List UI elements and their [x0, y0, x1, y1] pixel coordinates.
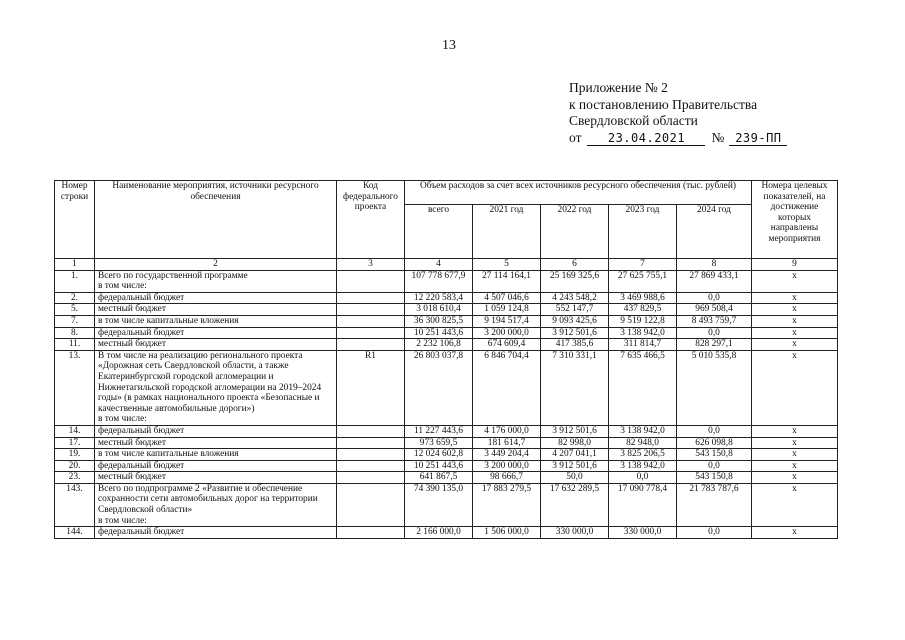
column-number: 4: [405, 259, 473, 271]
year-2021-cell: 1 059 124,8: [473, 304, 541, 316]
column-number: 3: [337, 259, 405, 271]
total-cell: 2 232 106,8: [405, 339, 473, 351]
code-cell: [337, 527, 405, 539]
appendix-block: [569, 80, 787, 146]
year-2021-cell: 181 614,7: [473, 437, 541, 449]
name-cell: В том числе на реализацию регионального проекта «Дорожная сеть Свердловской области, а также Екатеринбургской городской агломерации и Нижнетагильской городской агломерации на 2019–2024 годы» (в рамках национального проекта «Безопасные и качественные автомобильные дороги») в том числе:: [95, 350, 337, 425]
code-cell: [337, 315, 405, 327]
name-cell: местный бюджет: [95, 472, 337, 484]
column-number: 7: [609, 259, 677, 271]
year-2022-cell: 552 147,7: [541, 304, 609, 316]
row-number-cell: 17.: [55, 437, 95, 449]
table-row: [55, 327, 838, 339]
total-cell: 74 390 135,0: [405, 483, 473, 526]
total-cell: 11 227 443,6: [405, 425, 473, 437]
row-number-cell: 11.: [55, 339, 95, 351]
name-cell: федеральный бюджет: [95, 292, 337, 304]
total-cell: 973 659,5: [405, 437, 473, 449]
row-number-cell: 143.: [55, 483, 95, 526]
appendix-decree: к постановлению Правительства: [569, 96, 758, 112]
table-row: [55, 437, 838, 449]
target-cell: х: [752, 460, 838, 472]
year-2021-cell: 27 114 164,1: [473, 270, 541, 292]
name-cell: местный бюджет: [95, 437, 337, 449]
year-2023-cell: 3 825 206,5: [609, 449, 677, 461]
header-2021: 2021 год: [473, 205, 541, 259]
from-label: от: [569, 129, 582, 145]
table-row: [55, 292, 838, 304]
target-cell: х: [752, 270, 838, 292]
name-cell: в том числе капитальные вложения: [95, 315, 337, 327]
year-2024-cell: 0,0: [677, 527, 752, 539]
year-2023-cell: 27 625 755,1: [609, 270, 677, 292]
total-cell: 3 018 610,4: [405, 304, 473, 316]
row-number-cell: 1.: [55, 270, 95, 292]
target-cell: х: [752, 350, 838, 425]
column-numbers-row: [55, 259, 838, 271]
table-row: [55, 425, 838, 437]
year-2021-cell: 4 507 046,6: [473, 292, 541, 304]
year-2024-cell: 543 150,8: [677, 449, 752, 461]
target-cell: х: [752, 449, 838, 461]
year-2022-cell: 330 000,0: [541, 527, 609, 539]
row-number-cell: 19.: [55, 449, 95, 461]
total-cell: 641 867,5: [405, 472, 473, 484]
header-row-number: Номер строки: [55, 181, 95, 259]
year-2022-cell: 9 093 425,6: [541, 315, 609, 327]
year-2021-cell: 3 200 000,0: [473, 327, 541, 339]
row-number-cell: 23.: [55, 472, 95, 484]
year-2023-cell: 3 138 942,0: [609, 327, 677, 339]
code-cell: [337, 437, 405, 449]
target-cell: х: [752, 327, 838, 339]
code-cell: [337, 292, 405, 304]
name-cell: федеральный бюджет: [95, 460, 337, 472]
year-2024-cell: 21 783 787,6: [677, 483, 752, 526]
name-cell: местный бюджет: [95, 339, 337, 351]
table-row: [55, 339, 838, 351]
year-2024-cell: 0,0: [677, 292, 752, 304]
row-number-cell: 20.: [55, 460, 95, 472]
year-2021-cell: 17 883 279,5: [473, 483, 541, 526]
year-2023-cell: 311 814,7: [609, 339, 677, 351]
year-2022-cell: 4 207 041,1: [541, 449, 609, 461]
column-number: 1: [55, 259, 95, 271]
year-2024-cell: 0,0: [677, 460, 752, 472]
page-number: 13: [442, 38, 456, 53]
target-cell: х: [752, 315, 838, 327]
name-cell: местный бюджет: [95, 304, 337, 316]
code-cell: [337, 449, 405, 461]
decree-number: 239-ПП: [729, 131, 787, 146]
year-2021-cell: 6 846 704,4: [473, 350, 541, 425]
target-cell: х: [752, 292, 838, 304]
header-total: всего: [405, 205, 473, 259]
decree-date: 23.04.2021: [587, 131, 705, 146]
name-cell: федеральный бюджет: [95, 527, 337, 539]
year-2023-cell: 17 090 778,4: [609, 483, 677, 526]
code-cell: [337, 472, 405, 484]
total-cell: 12 220 583,4: [405, 292, 473, 304]
year-2022-cell: 3 912 501,6: [541, 425, 609, 437]
year-2024-cell: 27 869 433,1: [677, 270, 752, 292]
year-2024-cell: 0,0: [677, 327, 752, 339]
column-number: 9: [752, 259, 838, 271]
name-cell: федеральный бюджет: [95, 425, 337, 437]
column-number: 6: [541, 259, 609, 271]
table-row: [55, 304, 838, 316]
total-cell: 12 024 602,8: [405, 449, 473, 461]
year-2024-cell: 626 098,8: [677, 437, 752, 449]
target-cell: х: [752, 527, 838, 539]
code-cell: [337, 327, 405, 339]
name-cell: Всего по государственной программе в том числе:: [95, 270, 337, 292]
year-2022-cell: 4 243 548,2: [541, 292, 609, 304]
total-cell: 36 300 825,5: [405, 315, 473, 327]
row-number-cell: 7.: [55, 315, 95, 327]
header-name: Наименование мероприятия, источники ресурсного обеспечения: [95, 181, 337, 259]
code-cell: [337, 483, 405, 526]
year-2021-cell: 98 666,7: [473, 472, 541, 484]
header-targets: Номера целевых показателей, на достижение которых направлены мероприятия: [752, 181, 838, 259]
year-2024-cell: 5 010 535,8: [677, 350, 752, 425]
total-cell: 10 251 443,6: [405, 327, 473, 339]
code-cell: R1: [337, 350, 405, 425]
table-row: [55, 449, 838, 461]
table-row: [55, 315, 838, 327]
appendix-region: Свердловской области: [569, 113, 698, 128]
target-cell: х: [752, 437, 838, 449]
year-2024-cell: 543 150,8: [677, 472, 752, 484]
year-2023-cell: 3 138 942,0: [609, 425, 677, 437]
code-cell: [337, 339, 405, 351]
year-2023-cell: 3 469 988,6: [609, 292, 677, 304]
total-cell: 26 803 037,8: [405, 350, 473, 425]
year-2024-cell: 0,0: [677, 425, 752, 437]
code-cell: [337, 460, 405, 472]
target-cell: х: [752, 304, 838, 316]
target-cell: х: [752, 483, 838, 526]
header-volume: Объем расходов за счет всех источников ресурсного обеспечения (тыс. рублей): [405, 181, 752, 205]
column-number: 8: [677, 259, 752, 271]
column-number: 2: [95, 259, 337, 271]
year-2022-cell: 50,0: [541, 472, 609, 484]
year-2024-cell: 969 508,4: [677, 304, 752, 316]
year-2022-cell: 82 998,0: [541, 437, 609, 449]
table-row: [55, 270, 838, 292]
table-row: [55, 527, 838, 539]
target-cell: х: [752, 339, 838, 351]
header-2024: 2024 год: [677, 205, 752, 259]
table-row: [55, 460, 838, 472]
year-2023-cell: 3 138 942,0: [609, 460, 677, 472]
target-cell: х: [752, 472, 838, 484]
year-2023-cell: 9 519 122,8: [609, 315, 677, 327]
year-2023-cell: 7 635 466,5: [609, 350, 677, 425]
row-number-cell: 8.: [55, 327, 95, 339]
year-2022-cell: 417 385,6: [541, 339, 609, 351]
year-2024-cell: 828 297,1: [677, 339, 752, 351]
year-2023-cell: 330 000,0: [609, 527, 677, 539]
total-cell: 107 778 677,9: [405, 270, 473, 292]
year-2022-cell: 3 912 501,6: [541, 327, 609, 339]
year-2021-cell: 3 200 000,0: [473, 460, 541, 472]
table-body: [55, 270, 838, 538]
year-2022-cell: 7 310 331,1: [541, 350, 609, 425]
year-2023-cell: 0,0: [609, 472, 677, 484]
header-2023: 2023 год: [609, 205, 677, 259]
table-row: [55, 472, 838, 484]
total-cell: 10 251 443,6: [405, 460, 473, 472]
appendix-date-line: [569, 130, 787, 147]
year-2021-cell: 3 449 204,4: [473, 449, 541, 461]
row-number-cell: 13.: [55, 350, 95, 425]
year-2022-cell: 25 169 325,6: [541, 270, 609, 292]
row-number-cell: 2.: [55, 292, 95, 304]
year-2021-cell: 9 194 517,4: [473, 315, 541, 327]
code-cell: [337, 425, 405, 437]
total-cell: 2 166 000,0: [405, 527, 473, 539]
target-cell: х: [752, 425, 838, 437]
number-label: №: [711, 129, 725, 145]
name-cell: федеральный бюджет: [95, 327, 337, 339]
year-2021-cell: 1 506 000,0: [473, 527, 541, 539]
header-code: Код федерального проекта: [337, 181, 405, 259]
row-number-cell: 14.: [55, 425, 95, 437]
table-row: [55, 350, 838, 425]
expenses-table: [54, 180, 838, 539]
year-2024-cell: 8 493 759,7: [677, 315, 752, 327]
code-cell: [337, 304, 405, 316]
name-cell: в том числе капитальные вложения: [95, 449, 337, 461]
name-cell: Всего по подпрограмме 2 «Развитие и обеспечение сохранности сети автомобильных дорог на территории Свердловской области» в том числе:: [95, 483, 337, 526]
appendix-title: Приложение № 2: [569, 80, 668, 95]
code-cell: [337, 270, 405, 292]
table-row: [55, 483, 838, 526]
year-2022-cell: 3 912 501,6: [541, 460, 609, 472]
year-2023-cell: 437 829,5: [609, 304, 677, 316]
header-2022: 2022 год: [541, 205, 609, 259]
year-2022-cell: 17 632 289,5: [541, 483, 609, 526]
year-2021-cell: 674 609,4: [473, 339, 541, 351]
row-number-cell: 5.: [55, 304, 95, 316]
year-2023-cell: 82 948,0: [609, 437, 677, 449]
row-number-cell: 144.: [55, 527, 95, 539]
year-2021-cell: 4 176 000,0: [473, 425, 541, 437]
column-number: 5: [473, 259, 541, 271]
